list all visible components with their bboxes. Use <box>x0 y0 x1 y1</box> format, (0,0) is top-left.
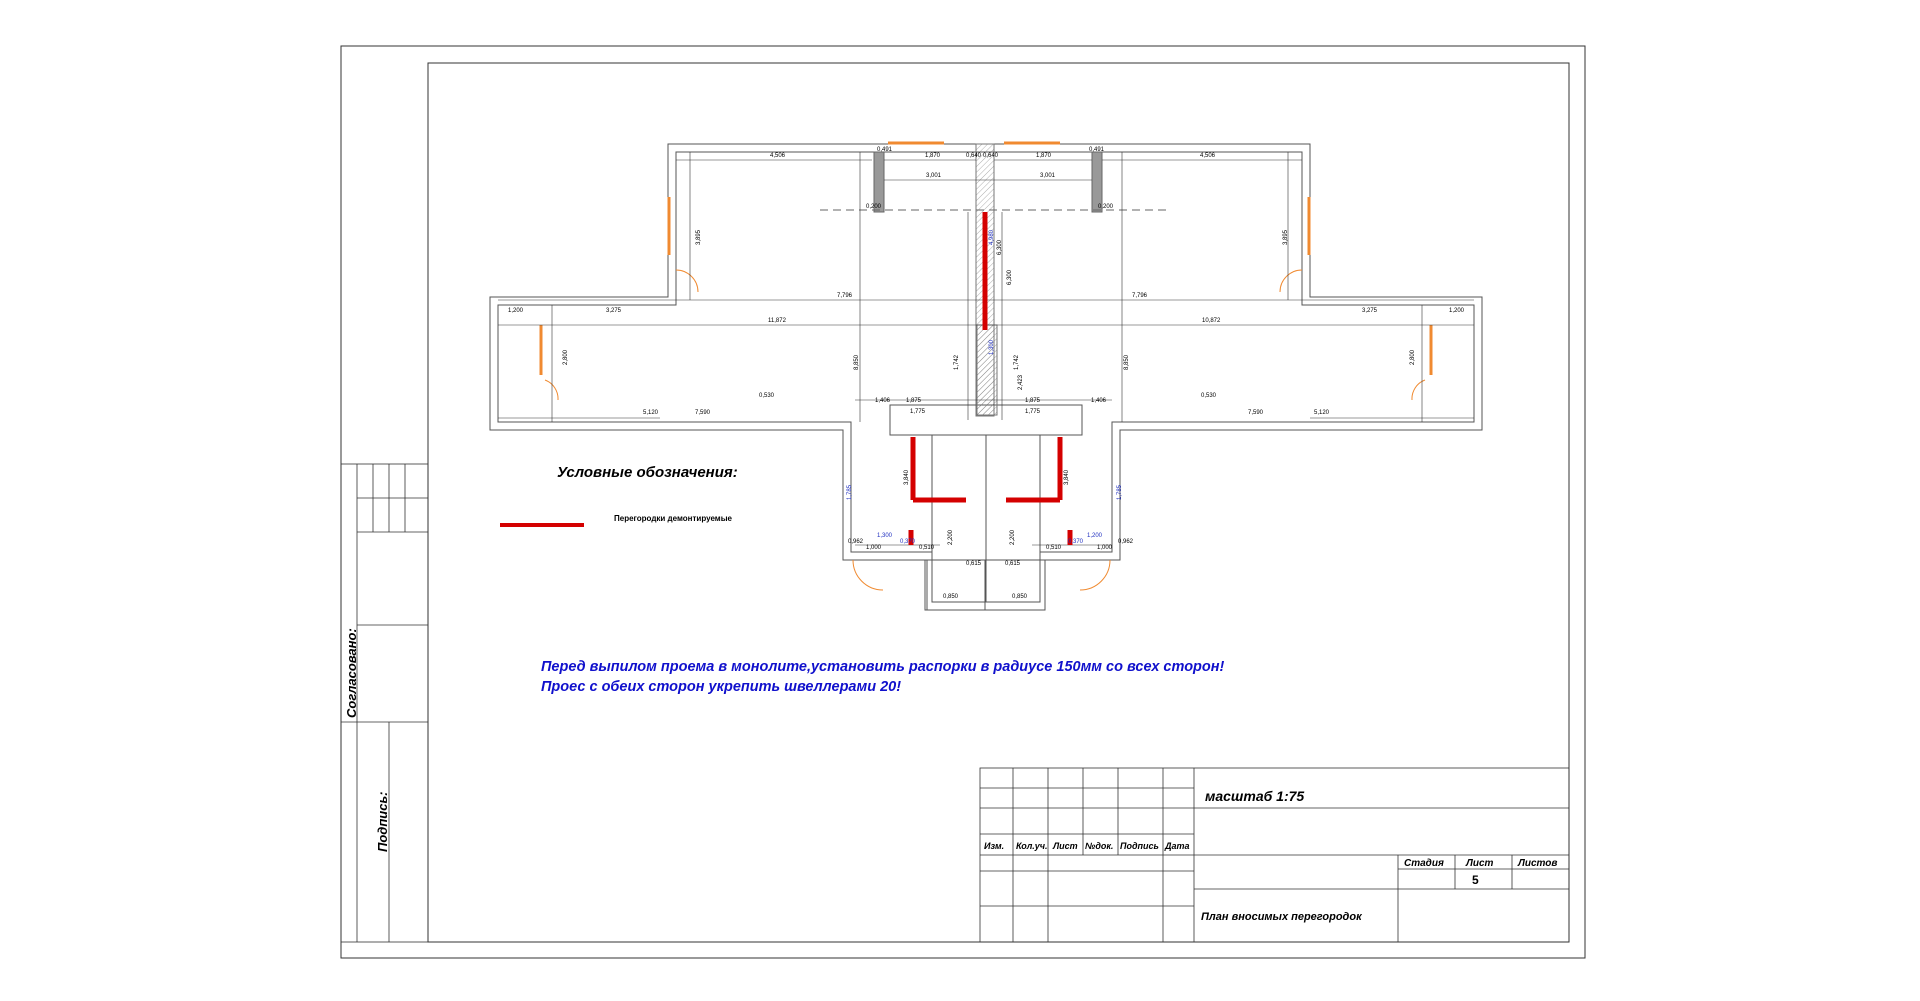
svg-text:0,370: 0,370 <box>900 539 916 545</box>
svg-text:0,850: 0,850 <box>943 594 959 600</box>
svg-text:1,775: 1,775 <box>1025 409 1041 415</box>
sheet-number: 5 <box>1472 873 1479 887</box>
svg-text:3,275: 3,275 <box>606 308 622 314</box>
svg-text:3,895: 3,895 <box>696 229 702 245</box>
svg-text:0,530: 0,530 <box>1201 393 1217 399</box>
svg-text:1,742: 1,742 <box>1014 354 1020 370</box>
col-kol-uch: Кол.уч. <box>1016 841 1048 851</box>
svg-text:0,370: 0,370 <box>1068 539 1084 545</box>
svg-text:11,872: 11,872 <box>768 318 786 324</box>
note-line-1: Перед выпилом проема в монолите,установить распорки в радиусе 150мм со всех сторон! <box>541 659 1225 675</box>
svg-text:0,640: 0,640 <box>983 153 999 159</box>
svg-text:3,001: 3,001 <box>926 173 942 179</box>
svg-text:0,615: 0,615 <box>1005 561 1021 567</box>
svg-text:2,423: 2,423 <box>1018 374 1024 390</box>
agreed-label: Согласовано: <box>344 628 359 718</box>
svg-text:6,300: 6,300 <box>997 239 1003 255</box>
svg-text:1,406: 1,406 <box>875 398 891 404</box>
svg-text:1,785: 1,785 <box>847 484 853 500</box>
svg-text:1,300: 1,300 <box>989 339 995 355</box>
svg-text:1,200: 1,200 <box>508 308 524 314</box>
inner-frame <box>428 63 1569 942</box>
svg-text:1,875: 1,875 <box>1025 398 1041 404</box>
svg-text:4,506: 4,506 <box>1200 153 1216 159</box>
svg-text:0,491: 0,491 <box>1089 147 1105 153</box>
svg-text:2,200: 2,200 <box>948 529 954 545</box>
svg-text:1,875: 1,875 <box>906 398 922 404</box>
svg-text:2,800: 2,800 <box>1410 349 1416 365</box>
svg-text:4,980: 4,980 <box>989 229 995 245</box>
svg-text:0,491: 0,491 <box>877 147 893 153</box>
col-data: Дата <box>1165 841 1190 851</box>
col-ndoc: №док. <box>1085 841 1114 851</box>
svg-text:0,510: 0,510 <box>1046 545 1062 551</box>
col-izm: Изм. <box>984 841 1005 851</box>
legend-item-label: Перегородки демонтируемые <box>614 514 732 523</box>
sheet-header: Лист <box>1466 858 1494 869</box>
svg-text:8,850: 8,850 <box>1124 354 1130 370</box>
svg-text:7,590: 7,590 <box>695 410 711 416</box>
svg-text:1,200: 1,200 <box>1449 308 1465 314</box>
svg-text:1,000: 1,000 <box>1097 545 1113 551</box>
signature-label: Подпись: <box>375 791 390 852</box>
stage-header: Стадия <box>1404 858 1444 869</box>
svg-text:7,796: 7,796 <box>1132 293 1148 299</box>
svg-text:3,840: 3,840 <box>1064 469 1070 485</box>
svg-text:1,406: 1,406 <box>1091 398 1107 404</box>
svg-text:7,796: 7,796 <box>837 293 853 299</box>
svg-text:0,615: 0,615 <box>966 561 982 567</box>
svg-text:6,300: 6,300 <box>1007 269 1013 285</box>
svg-text:7,590: 7,590 <box>1248 410 1264 416</box>
svg-text:2,200: 2,200 <box>1010 529 1016 545</box>
svg-text:1,870: 1,870 <box>925 153 941 159</box>
drawing-title: План вносимых перегородок <box>1201 911 1362 923</box>
svg-text:0,850: 0,850 <box>1012 594 1028 600</box>
svg-text:0,962: 0,962 <box>848 539 864 545</box>
note-line-2: Проес с обеих сторон укрепить швеллерами 20! <box>541 679 902 695</box>
svg-text:0,510: 0,510 <box>919 545 935 551</box>
sheets-header: Листов <box>1518 858 1558 869</box>
svg-text:3,840: 3,840 <box>904 469 910 485</box>
svg-text:5,120: 5,120 <box>1314 410 1330 416</box>
svg-text:0,530: 0,530 <box>759 393 775 399</box>
col-list: Лист <box>1053 841 1078 851</box>
svg-text:3,895: 3,895 <box>1283 229 1289 245</box>
svg-text:4,506: 4,506 <box>770 153 786 159</box>
svg-text:0,962: 0,962 <box>1118 539 1134 545</box>
svg-text:1,200: 1,200 <box>1087 533 1103 539</box>
svg-text:1,742: 1,742 <box>954 354 960 370</box>
legend-title: Условные обозначения: <box>557 464 738 481</box>
svg-text:8,850: 8,850 <box>854 354 860 370</box>
svg-text:0,200: 0,200 <box>866 204 882 210</box>
scale-label: масштаб 1:75 <box>1205 788 1305 804</box>
svg-text:1,300: 1,300 <box>877 533 893 539</box>
svg-text:3,275: 3,275 <box>1362 308 1378 314</box>
svg-text:1,870: 1,870 <box>1036 153 1052 159</box>
svg-text:2,800: 2,800 <box>563 349 569 365</box>
svg-text:1,785: 1,785 <box>1117 484 1123 500</box>
svg-text:1,000: 1,000 <box>866 545 882 551</box>
svg-text:3,001: 3,001 <box>1040 173 1056 179</box>
svg-text:0,640: 0,640 <box>966 153 982 159</box>
svg-text:5,120: 5,120 <box>643 410 659 416</box>
svg-text:10,872: 10,872 <box>1202 318 1221 324</box>
svg-text:1,775: 1,775 <box>910 409 926 415</box>
col-podpis: Подпись <box>1120 841 1159 851</box>
svg-text:0,200: 0,200 <box>1098 204 1114 210</box>
